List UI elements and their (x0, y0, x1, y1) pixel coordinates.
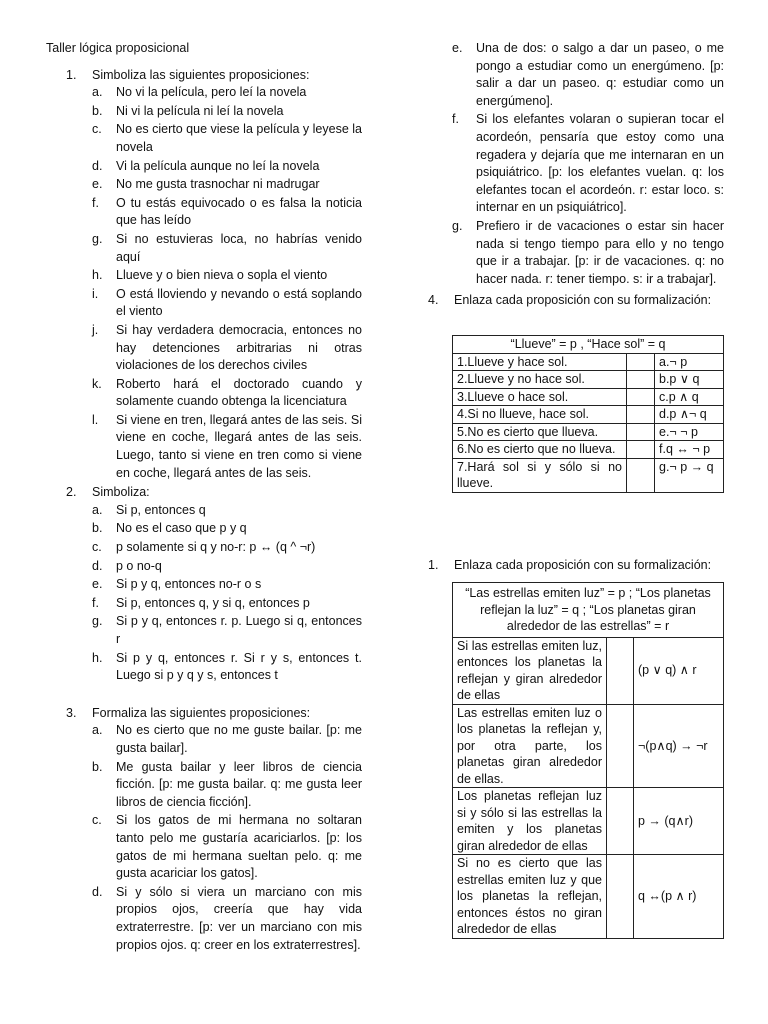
list-item (92, 576, 362, 594)
table-row (453, 704, 724, 788)
item-letter: h. (92, 268, 103, 283)
item-letter: e. (92, 177, 103, 192)
formula-cell: (p ∨ q) ∧ r (634, 637, 724, 704)
item-text: Si p, entonces q, y si q, entonces p (116, 595, 310, 610)
answer-cell (607, 788, 634, 855)
question-4 (428, 292, 724, 310)
item-text: Si p, entonces q (116, 502, 206, 517)
list-item (92, 613, 362, 648)
item-text: No es cierto que no me guste bailar. [p: me gusta bailar]. (116, 723, 362, 755)
item-text: Si no estuvieras loca, no habrías venido aquí (116, 231, 362, 264)
question-number: 4. (428, 293, 439, 308)
list-item (92, 759, 362, 812)
item-text: Prefiero ir de vacaciones o estar sin hacer nada si tengo tiempo para ello y no tengo que ir a trabajar. [p: ir de vacaciones. q: no hacer nada. r: tener tiempo. s: ir a trabajar]. (476, 218, 724, 286)
item-text: Llueve y o bien nieva o sopla el viento (116, 268, 328, 283)
formula-cell: a.¬ p (655, 353, 724, 371)
item-letter: c. (92, 813, 102, 828)
list-item (92, 412, 362, 482)
list-item (452, 111, 724, 217)
list-item (92, 812, 362, 882)
table-header: “Llueve” = p , “Hace sol” = q (453, 336, 724, 354)
question-number: 1. (428, 558, 439, 572)
list-item (92, 176, 362, 194)
question-1-items (92, 84, 362, 482)
answer-cell (627, 353, 655, 371)
formula-cell: g.¬ p → q (655, 458, 724, 492)
item-text: p solamente si q y no-r: p ↔ (q ^ ¬r) (116, 540, 316, 555)
answer-cell (627, 406, 655, 424)
proposition-cell: Las estrellas emiten luz o los planetas la reflejan y, por otra parte, los planetas giran alrededor de ellas. (453, 704, 607, 788)
question-number: 2. (66, 485, 77, 500)
formula-cell: ¬(p∧q) → ¬r (634, 704, 724, 788)
list-item (92, 195, 362, 230)
item-text: Si p y q, entonces no-r o s (116, 577, 262, 592)
item-text: Si viene en tren, llegará antes de las seis. Si viene en coche, llegará antes de las seis. Luego, tanto si viene en tren como si viene en coche, llegará antes de las seis. (116, 412, 362, 480)
item-text: No me gusta trasnochar ni madrugar (116, 177, 320, 192)
table-header-row (453, 336, 724, 354)
item-text: No es cierto que viese la película y leyese la novela (116, 122, 362, 154)
item-letter: g. (452, 218, 463, 233)
list-item (92, 558, 362, 576)
question-number: 3. (66, 705, 77, 720)
spacer (46, 686, 362, 703)
answer-cell (627, 423, 655, 441)
list-item (92, 502, 362, 520)
list-item (92, 286, 362, 321)
table-row (453, 423, 724, 441)
answer-cell (627, 441, 655, 459)
item-text: Me gusta bailar y leer libros de ciencia ficción. [p: me gusta bailar. q: me gusta leer libros de ciencia ficción]. (116, 759, 362, 809)
list-item (92, 722, 362, 757)
list-item (92, 520, 362, 538)
answer-cell (607, 855, 634, 939)
list-item (92, 84, 362, 102)
table-row (453, 441, 724, 459)
item-letter: e. (452, 41, 463, 55)
item-text: Si p y q, entonces r. p. Luego si q, entonces r (116, 614, 362, 646)
question-text: Simboliza las siguientes proposiciones: (92, 67, 310, 82)
item-text: O está lloviendo y nevando o está soplando el viento (116, 286, 362, 319)
list-item (92, 158, 362, 176)
item-text: Ni vi la película ni leí la novela (116, 103, 284, 118)
answer-cell (627, 388, 655, 406)
question-5 (428, 557, 724, 575)
item-text: No es el caso que p y q (116, 521, 247, 536)
question-number: 1. (66, 67, 77, 82)
item-letter: e. (92, 577, 103, 592)
table-header-row (453, 583, 724, 638)
item-letter: d. (92, 558, 103, 573)
list-item (92, 595, 362, 613)
item-letter: f. (452, 112, 459, 127)
item-letter: k. (92, 376, 102, 391)
proposition-cell: 5.No es cierto que llueva. (453, 423, 627, 441)
list-item (92, 650, 362, 685)
item-letter: c. (92, 122, 102, 137)
item-text: Una de dos: o salgo a dar un paseo, o me pongo a estudiar como un energúmeno. [p: salir a dar un paseo. q: estudiar como un energúmeno]. (476, 41, 724, 108)
table-row (453, 388, 724, 406)
list-item (92, 376, 362, 411)
item-text: Si hay verdadera democracia, entonces no hay detenciones arbitrarias ni otras violaciones de los derechos civiles (116, 322, 362, 373)
item-letter: f. (92, 595, 99, 610)
question-text: Simboliza: (92, 485, 150, 500)
proposition-cell: 6.No es cierto que no llueva. (453, 441, 627, 459)
item-letter: b. (92, 759, 103, 774)
table-row (453, 353, 724, 371)
list-item (92, 322, 362, 375)
proposition-cell: 7.Hará sol si y sólo si no llueve. (453, 458, 627, 492)
question-text: Enlaza cada proposición con su formalización: (454, 293, 712, 308)
question-2-items (92, 502, 362, 685)
formula-cell: d.p ∧¬ q (655, 406, 724, 424)
question-3 (46, 705, 362, 723)
right-column (428, 40, 724, 310)
question-3-items (92, 722, 362, 954)
list-item (92, 884, 362, 954)
item-text: p o no-q (116, 558, 162, 573)
item-text: Roberto hará el doctorado cuando y solamente cuando obtenga la licenciatura (116, 376, 362, 409)
question-1 (46, 67, 362, 85)
question-3-continued-items (452, 40, 724, 288)
item-letter: d. (92, 158, 103, 173)
answer-cell (607, 704, 634, 788)
item-letter: a. (92, 85, 103, 100)
question-2 (46, 484, 362, 502)
table-header: “Las estrellas emiten luz” = p ; “Los planetas reflejan la luz” = q ; “Los planetas giran alrededor de las estrellas” = r (453, 583, 724, 638)
item-letter: b. (92, 521, 103, 536)
answer-cell (607, 637, 634, 704)
proposition-cell: Si no es cierto que las estrellas emiten luz y que los planetas la reflejan, entonces éstos no giran alrededor de ellas (453, 855, 607, 939)
table-row (453, 458, 724, 492)
answer-cell (627, 371, 655, 389)
document-title: Taller lógica proposicional (46, 41, 190, 55)
list-item (92, 231, 362, 266)
formula-cell: f.q ↔ ¬ p (655, 441, 724, 459)
item-letter: d. (92, 884, 103, 899)
question-text: Enlaza cada proposición con su formalización: (454, 558, 712, 572)
list-item (92, 539, 362, 557)
proposition-cell: 1.Llueve y hace sol. (453, 353, 627, 371)
item-text: Si los gatos de mi hermana no soltaran tanto pelo me gustaría acariciarlos. [p: los gatos de mi hermana sueltan pelo. q: me gusta acariciar los gatos]. (116, 813, 362, 881)
item-letter: a. (92, 723, 103, 738)
list-item (452, 218, 724, 288)
list-item (92, 103, 362, 121)
answer-cell (627, 458, 655, 492)
formula-cell: b.p ∨ q (655, 371, 724, 389)
item-text: Vi la película aunque no leí la novela (116, 158, 320, 173)
table-row (453, 855, 724, 939)
item-letter: i. (92, 286, 99, 301)
proposition-cell: 2.Llueve y no hace sol. (453, 371, 627, 389)
item-letter: f. (92, 195, 99, 210)
proposition-cell: 4.Si no llueve, hace sol. (453, 406, 627, 424)
item-text: Si los elefantes volaran o supieran tocar el acordeón, pensaría que estoy como una regadera y dejaría que me internaran en un psiquiátrico. [p: los elefantes vuelan. q: los elefantes tocan el acordeón. r: estar loco. s: internar en un psiquiátrico]. (476, 112, 724, 215)
item-letter: h. (92, 650, 103, 665)
proposition-cell: Los planetas reflejan luz si y sólo si las estrellas la emiten y los planetas giran alrededor de ellas (453, 788, 607, 855)
table-row (453, 637, 724, 704)
proposition-cell: 3.Llueve o hace sol. (453, 388, 627, 406)
table-row (453, 406, 724, 424)
formula-cell: e.¬ ¬ p (655, 423, 724, 441)
table-row (453, 788, 724, 855)
list-item (92, 121, 362, 156)
item-letter: a. (92, 502, 103, 517)
item-text: Si p y q, entonces r. Si r y s, entonces t. Luego si p y q y s, entonces t (116, 650, 362, 683)
question-text: Formaliza las siguientes proposiciones: (92, 705, 311, 720)
item-text: No vi la película, pero leí la novela (116, 85, 307, 100)
formula-cell: q ↔(p ∧ r) (634, 855, 724, 939)
list-item (452, 40, 724, 110)
table-row (453, 371, 724, 389)
item-text: O tu estás equivocado o es falsa la noticia que has leído (116, 195, 362, 228)
item-letter: l. (92, 412, 99, 427)
formula-cell: c.p ∧ q (655, 388, 724, 406)
proposition-cell: Si las estrellas emiten luz, entonces los planetas la reflejan y giran alrededor de ellas (453, 637, 607, 704)
matching-table-2 (452, 582, 724, 939)
item-letter: c. (92, 540, 102, 555)
item-text: Si y sólo si viera un marciano con mis propios ojos, creería que hay vida extraterrestre. [p: ver un marciano con mis propios ojos. q: creer en los extraterrestres]. (116, 884, 362, 952)
item-letter: g. (92, 231, 103, 246)
item-letter: j. (92, 322, 99, 337)
item-letter: b. (92, 103, 103, 118)
item-letter: g. (92, 614, 103, 629)
matching-table-1 (452, 335, 724, 493)
left-column (46, 40, 362, 955)
formula-cell: p → (q∧r) (634, 788, 724, 855)
list-item (92, 267, 362, 285)
